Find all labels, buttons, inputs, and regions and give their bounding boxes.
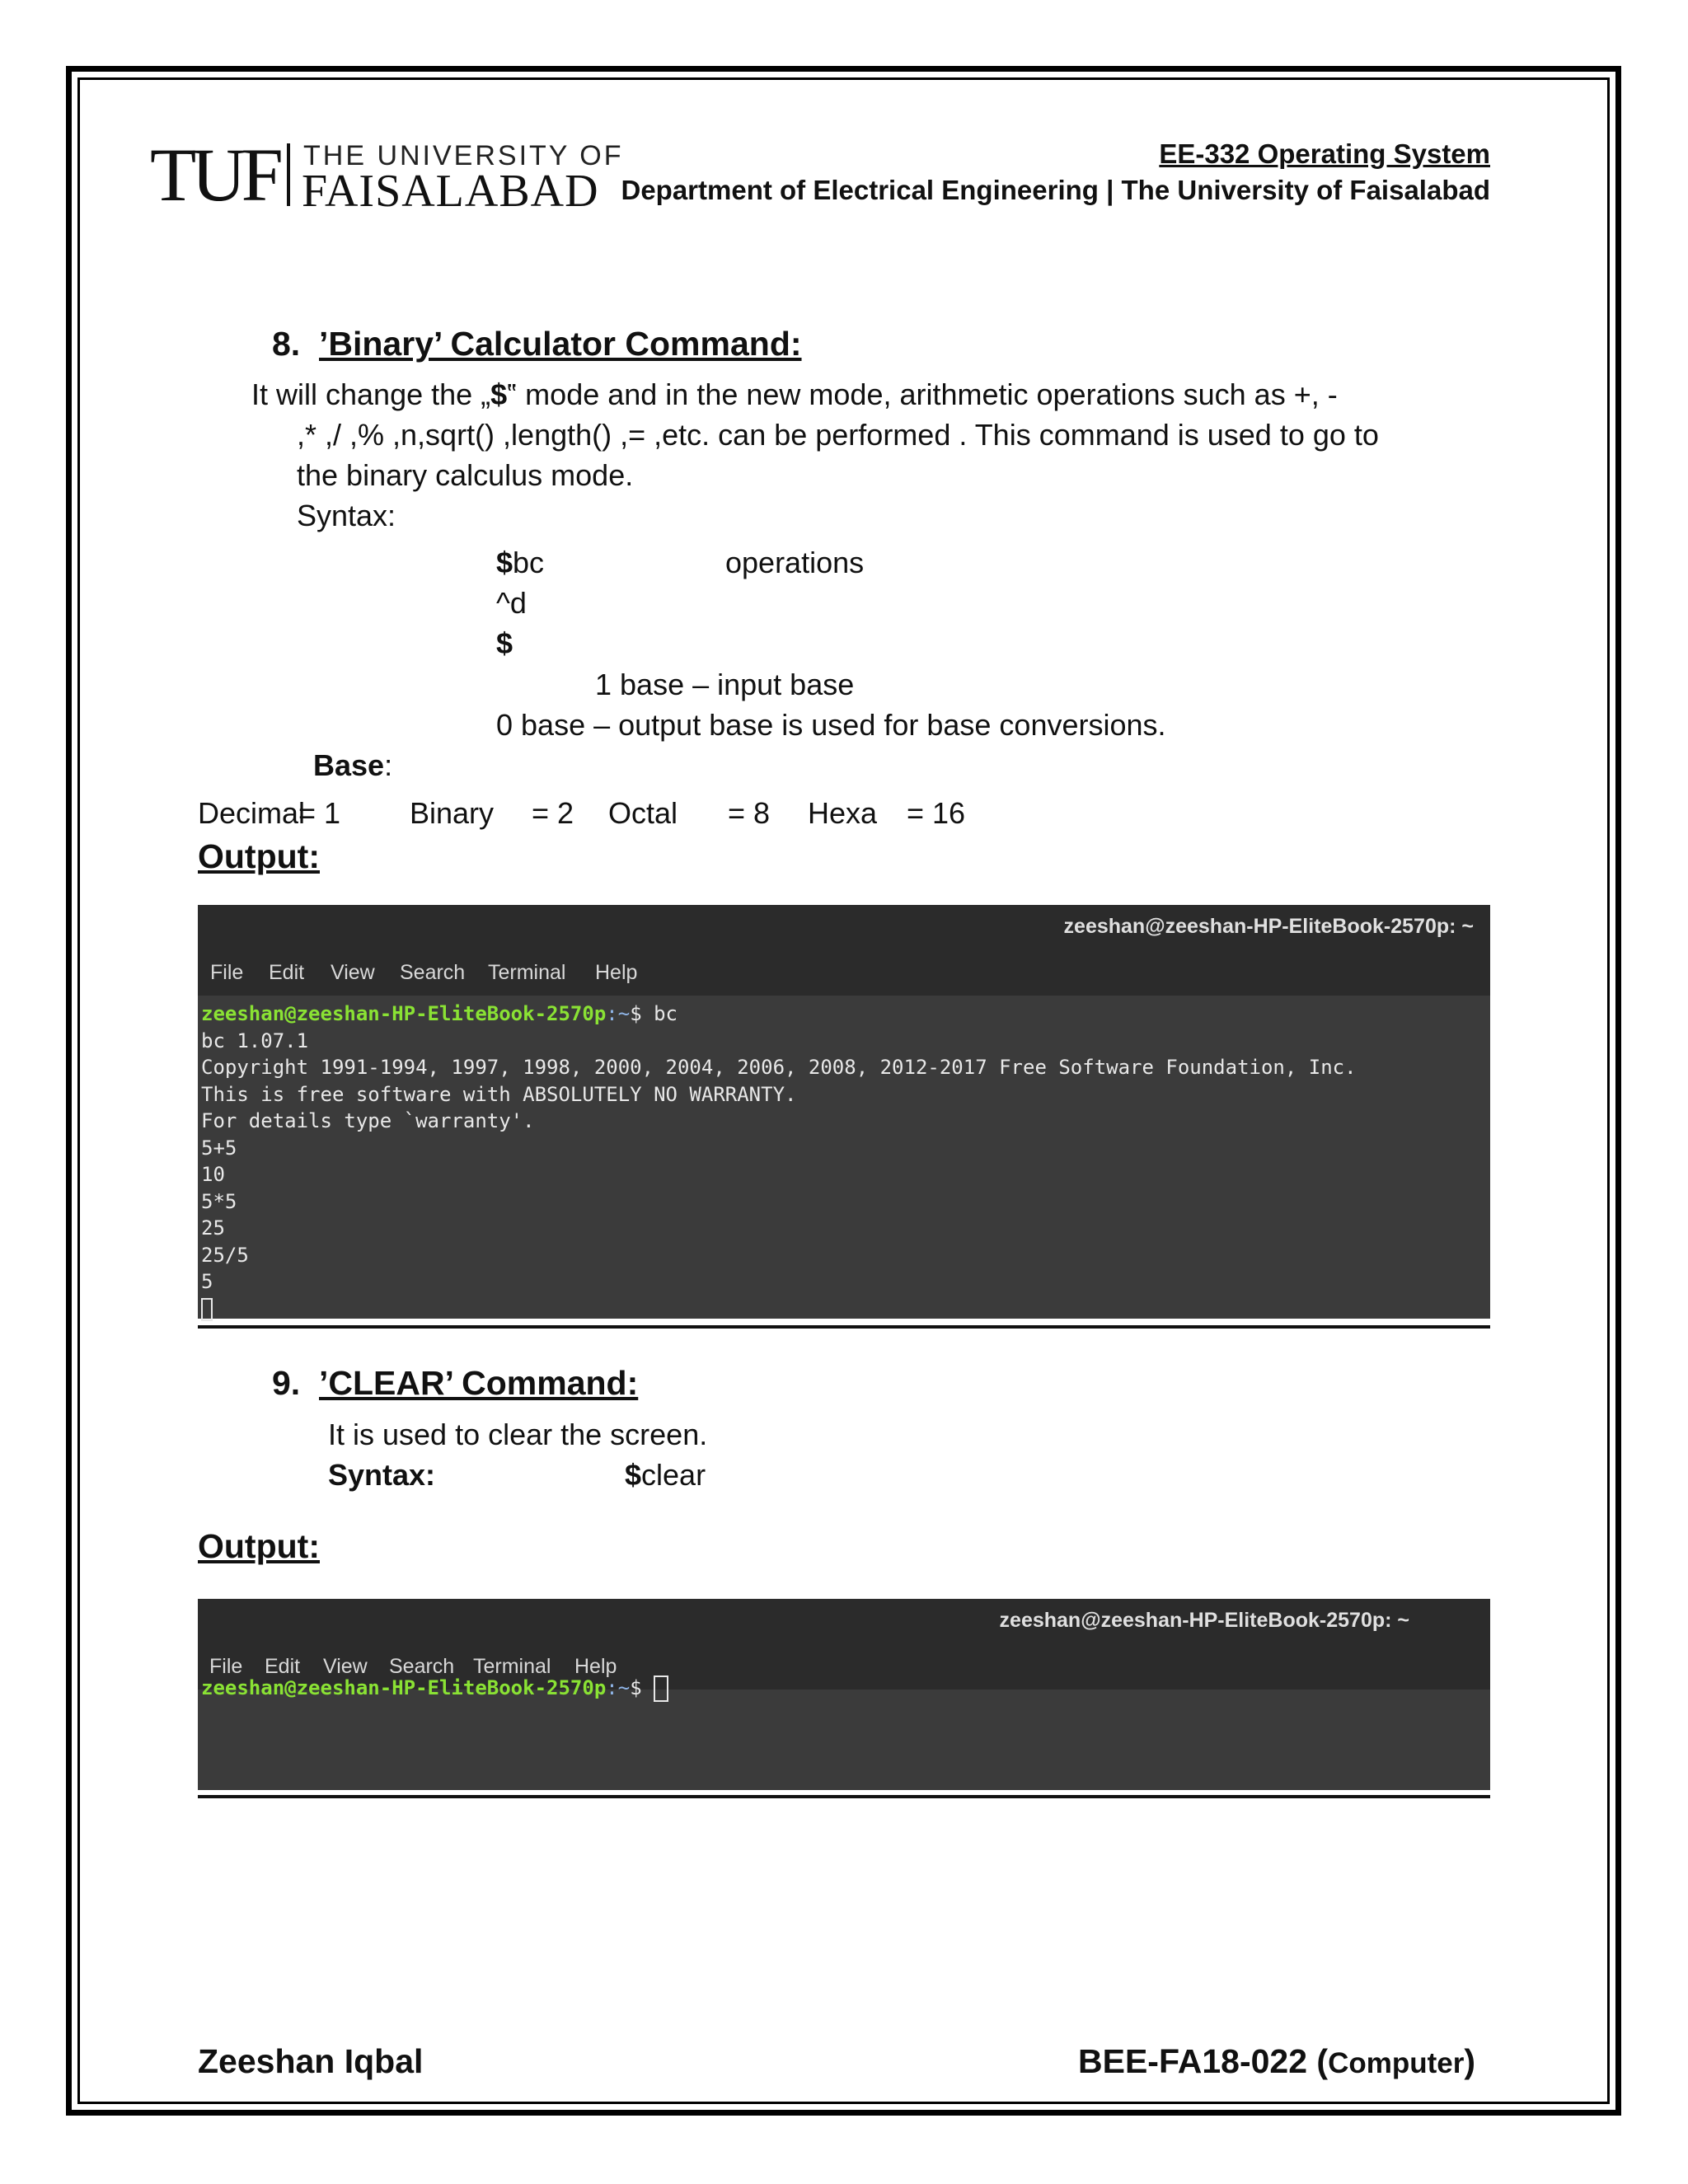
clear-description: It is used to clear the screen. xyxy=(328,1418,708,1451)
base-octal: Octal xyxy=(608,796,678,830)
text-fragment: ‟ mode and in the new mode, arithmetic operations such as +, - xyxy=(507,377,1338,411)
terminal-window-clear xyxy=(198,1599,1490,1790)
section-number: 9. xyxy=(272,1364,301,1402)
section-title: ’Binary’ Calculator Command: xyxy=(319,325,802,363)
terminal-titlebar[interactable] xyxy=(198,905,1490,953)
menu-edit[interactable]: Edit xyxy=(265,1655,301,1678)
menu-terminal[interactable]: Terminal xyxy=(488,961,566,984)
syntax-operations: operations xyxy=(725,546,865,579)
department-line: Department of Electrical Engineering | The University of Faisalabad xyxy=(621,175,1490,205)
terminal-line: Copyright 1991-1994, 1997, 1998, 2000, 2004, 2006, 2008, 2012-2017 Free Software Foundation, Inc. xyxy=(201,1056,1357,1079)
prompt-user: zeeshan@zeeshan-HP-EliteBook-2570p xyxy=(201,1002,607,1025)
ibase-line: 1 base – input base xyxy=(595,668,855,701)
section-number: 8. xyxy=(272,325,301,363)
terminal-line: 10 xyxy=(201,1163,225,1186)
base-binary-value: = 2 xyxy=(532,796,574,830)
menu-help[interactable]: Help xyxy=(574,1655,617,1678)
text-fragment: It will change the „ xyxy=(251,377,491,411)
syntax-label: Syntax: xyxy=(328,1458,436,1492)
syntax-bc xyxy=(496,546,544,580)
terminal-line: 5*5 xyxy=(201,1189,237,1213)
terminal-line: 5+5 xyxy=(201,1136,237,1160)
terminal-line: 5 xyxy=(201,1270,213,1293)
terminal-output[interactable] xyxy=(201,1001,1357,1322)
course-title: EE-332 Operating System xyxy=(1159,138,1490,169)
university-logo-mark: TUF xyxy=(150,133,279,217)
divider-rule xyxy=(198,1325,1490,1329)
base-octal-value: = 8 xyxy=(728,796,771,830)
colon: : xyxy=(384,748,393,782)
registration-program: Computer xyxy=(1328,2047,1465,2079)
section-title: ’CLEAR’ Command: xyxy=(319,1364,639,1402)
terminal-output[interactable] xyxy=(201,1675,668,1702)
menu-search[interactable]: Search xyxy=(389,1655,455,1678)
output-label-2: Output: xyxy=(198,1527,320,1565)
prompt-path: :~ xyxy=(606,1676,631,1699)
obase-line: 0 base – output base is used for base conversions. xyxy=(496,708,1166,742)
command-text: clear xyxy=(641,1458,706,1492)
terminal-window-bc xyxy=(198,905,1490,1319)
base-hexa: Hexa xyxy=(808,796,878,830)
dollar-symbol: $ xyxy=(490,377,508,411)
base-decimal-value: = 1 xyxy=(298,796,341,830)
base-binary: Binary xyxy=(410,796,495,830)
terminal-menubar xyxy=(198,953,1490,996)
section-8-heading xyxy=(272,325,802,363)
section-9-heading xyxy=(272,1364,638,1403)
terminal-cursor xyxy=(654,1675,668,1702)
terminal-line: 25 xyxy=(201,1216,225,1240)
registration-id: BEE-FA18-022 ( xyxy=(1078,2042,1329,2080)
terminal-line: This is free software with ABSOLUTELY NO WARRANTY. xyxy=(201,1082,797,1106)
footer-author: Zeeshan Iqbal xyxy=(198,2042,424,2080)
terminal-cursor xyxy=(201,1298,213,1321)
terminal-title: zeeshan@zeeshan-HP-EliteBook-2570p: ~ xyxy=(1063,915,1474,938)
section-8-line-1 xyxy=(251,377,1338,412)
prompt-path: :~ xyxy=(606,1002,631,1025)
menu-edit[interactable]: Edit xyxy=(269,961,305,984)
syntax-label: Syntax: xyxy=(297,499,396,532)
footer-registration xyxy=(1078,2042,1475,2081)
prompt-user: zeeshan@zeeshan-HP-EliteBook-2570p xyxy=(201,1676,607,1699)
logo-text-bottom: FAISALABAD xyxy=(302,166,599,217)
section-8-line-2: ,* ,/ ,% ,n,sqrt() ,length() ,= ,etc. can be performed . This command is used to go to xyxy=(297,418,1379,452)
logo-text-top: THE UNIVERSITY OF xyxy=(303,140,624,171)
section-8-line-3: the binary calculus mode. xyxy=(297,458,634,492)
menu-help[interactable]: Help xyxy=(595,961,638,984)
menu-file[interactable]: File xyxy=(209,1655,243,1678)
closing-paren: ) xyxy=(1464,2042,1475,2080)
menu-search[interactable]: Search xyxy=(400,961,466,984)
menu-terminal[interactable]: Terminal xyxy=(473,1655,551,1678)
menu-file[interactable]: File xyxy=(210,961,244,984)
terminal-line: bc 1.07.1 xyxy=(201,1029,309,1052)
base-label-text: Base xyxy=(313,748,385,782)
terminal-line: 25/5 xyxy=(201,1243,249,1267)
base-label xyxy=(313,748,392,783)
prompt-command: $ xyxy=(630,1676,654,1699)
syntax-dollar: $ xyxy=(496,626,513,660)
menu-view[interactable]: View xyxy=(323,1655,368,1678)
base-decimal: Decimal xyxy=(198,796,306,830)
logo-divider xyxy=(287,143,290,206)
prompt-command: $ bc xyxy=(630,1002,678,1025)
command-text: bc xyxy=(513,546,545,579)
terminal-titlebar[interactable] xyxy=(198,1599,1490,1647)
divider-rule xyxy=(198,1795,1490,1798)
terminal-title: zeeshan@zeeshan-HP-EliteBook-2570p: ~ xyxy=(999,1609,1409,1632)
terminal-line: For details type `warranty'. xyxy=(201,1109,535,1132)
dollar-symbol: $ xyxy=(496,546,513,579)
syntax-ctrl-d: ^d xyxy=(496,586,527,620)
dollar-symbol: $ xyxy=(625,1458,642,1492)
syntax-clear xyxy=(625,1458,706,1493)
base-hexa-value: = 16 xyxy=(907,796,966,830)
menu-view[interactable]: View xyxy=(331,961,375,984)
output-label-1: Output: xyxy=(198,837,320,875)
